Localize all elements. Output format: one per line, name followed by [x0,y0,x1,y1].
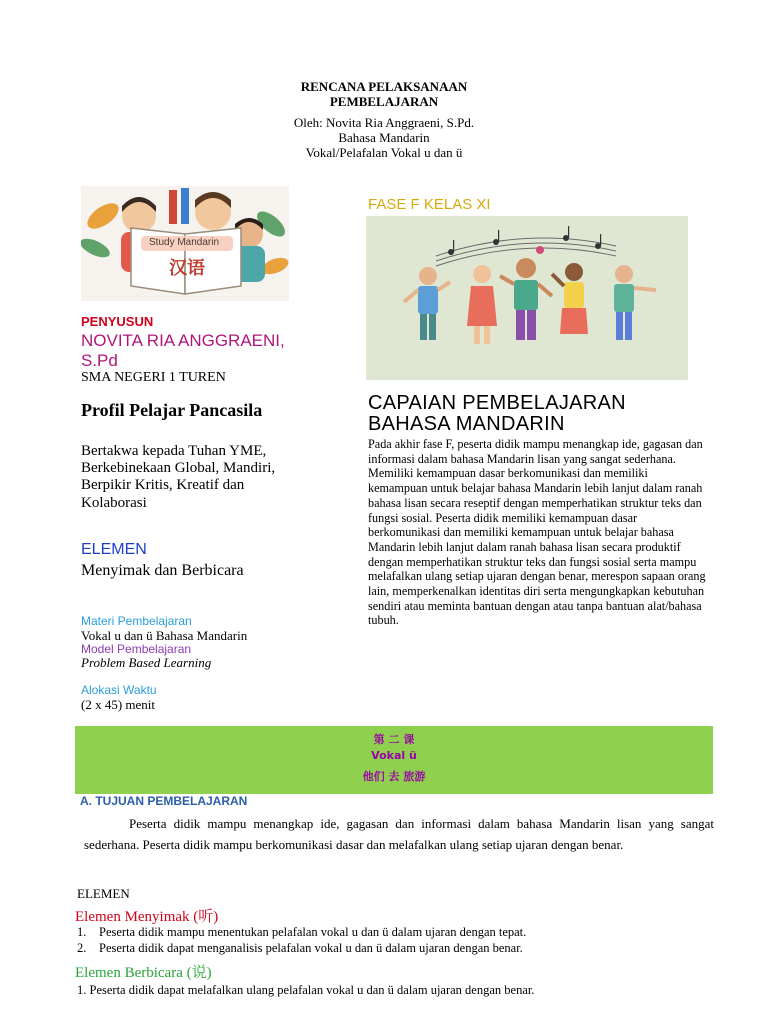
penyusun-label: PENYUSUN [81,314,154,329]
menyimak-list [77,924,526,956]
berbicara-list [77,982,534,998]
elemen-value: Menyimak dan Berbicara [81,562,244,579]
document-header [0,79,768,160]
list-item-text: Peserta didik dapat melafalkan ulang pelafalan vokal u dan ü dalam ujaran dengan benar. [89,983,535,997]
elemen-label: ELEMEN [81,541,147,558]
banner-topic: Vokal ü [371,749,417,762]
doc-title-line2: PEMBELAJARAN [329,94,439,109]
book-chars: 汉语 [169,258,205,279]
doc-author: Oleh: Novita Ria Anggraeni, S.Pd. [293,115,475,130]
study-mandarin-illustration [81,186,289,301]
list-item-number: 2. [77,941,87,955]
model-value: Problem Based Learning [81,655,212,670]
alokasi-label: Alokasi Waktu [81,683,157,697]
banner-lesson-title: 他们 去 旅游 [362,770,426,783]
singing-kids-illustration [366,216,688,380]
tujuan-body: Peserta didik mampu menangkap ide, gagasan dan informasi dalam bahasa Mandarin lisan yang sangat sederhana. Peserta didik mampu berkomunikasi dasar dan melafalkan ulang setiap ujaran dengan benar. [84,816,714,852]
list-item [77,982,534,998]
book-label: Study Mandarin [149,237,220,248]
list-item-number: 1. [77,925,87,939]
penyusun-name: NOVITA RIA ANGGRAENI, S.Pd [81,331,285,370]
elemen-section-label: ELEMEN [77,886,130,901]
list-item-text: Peserta didik mampu menentukan pelafalan vokal u dan ü dalam ujaran dengan tepat. [99,925,527,939]
list-item [77,940,526,956]
banner-lesson-number: 第 二 课 [373,733,415,746]
profil-title: Profil Pelajar Pancasila [81,400,263,420]
profil-body: Bertakwa kepada Tuhan YME, Berkebinekaan Global, Mandiri, Berpikir Kritis, Kreatif dan Kolaborasi [81,443,276,511]
elemen-berbicara-title: Elemen Berbicara (说) [75,965,212,981]
list-item [77,924,526,940]
model-label: Model Pembelajaran [81,642,192,656]
capaian-title: CAPAIAN PEMBELAJARAN BAHASA MANDARIN [368,392,626,435]
materi-value: Vokal u dan ü Bahasa Mandarin [81,628,248,643]
elemen-menyimak-title: Elemen Menyimak (听) [75,909,219,925]
doc-title-line1: RENCANA PELAKSANAAN [300,79,468,94]
list-item-text: Peserta didik dapat menganalisis pelafalan vokal u dan ü dalam ujaran dengan benar. [99,941,523,955]
tujuan-title: A. TUJUAN PEMBELAJARAN [80,794,248,808]
doc-topic: Vokal/Pelafalan Vokal u dan ü [305,145,463,160]
lesson-banner [75,726,713,794]
capaian-body: Pada akhir fase F, peserta didik mampu menangkap ide, gagasan dan informasi dalam bahasa Mandarin lisan yang sangat sederhana. Memiliki kemampuan dasar berkomunikasi dan memiliki kemampuan untuk belajar bahasa Mandarin lebih lanjut dalam ranah bahasa lisan secara reseptif dengan memperhatikan struktur teks dan fungsi sosial. Peserta didik memiliki kemampuan dasar berkomunikasi dan memiliki kemampuan untuk belajar bahasa Mandarin lebih lanjut dalam ranah bahasa lisan secara produktif dengan memperhatikan struktur teks dan fungsi sosial serta mampu melafalkan ulang setiap ujaran dengan benar, merespon sapaan orang lain, memperkenalkan identitas diri serta mengungkapkan kebutuhan sendiri atau meminta bantuan dengan atau tanpa bantuan alat/bahasa tubuh. [368,437,706,628]
doc-subject: Bahasa Mandarin [338,130,430,145]
fase-label: FASE F KELAS XI [368,196,491,213]
materi-label: Materi Pembelajaran [81,614,192,628]
list-item-number: 1. [77,983,87,997]
alokasi-value: (2 x 45) menit [81,697,156,712]
school-name: SMA NEGERI 1 TUREN [81,370,226,385]
